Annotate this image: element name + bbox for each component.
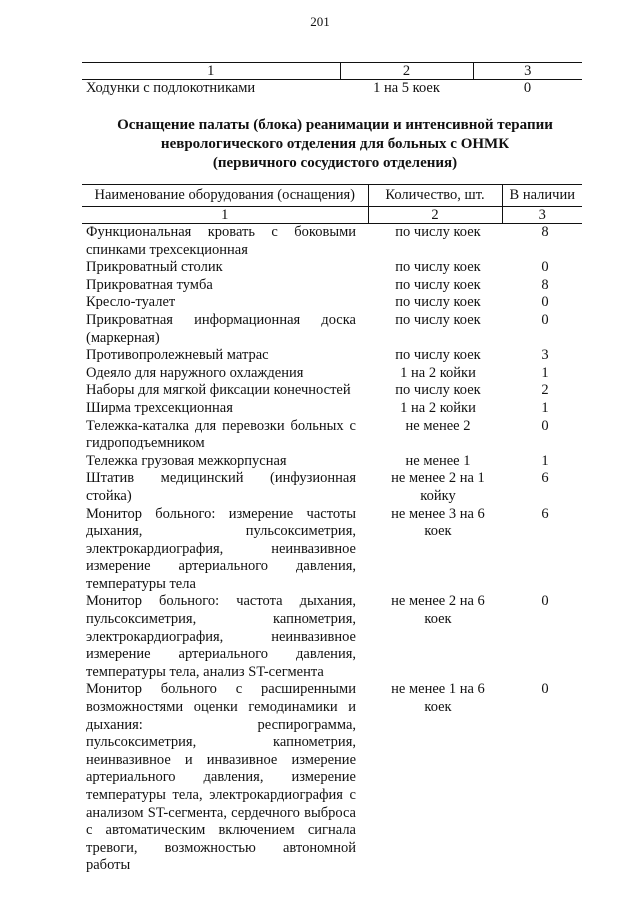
equipment-name: Прикроватная информационная доска (маркерная)	[86, 311, 356, 346]
header-equipment-name: Наименование оборудования (оснащения)	[82, 185, 368, 207]
equipment-quantity: не менее 2 на 6 коек	[391, 593, 485, 628]
equipment-available: 3	[541, 347, 549, 364]
equipment-name: Прикроватная тумба	[86, 276, 213, 293]
equipment-table	[82, 184, 582, 875]
equipment-quantity: по числу коек	[395, 347, 481, 364]
column-number: 1	[82, 63, 340, 80]
equipment-quantity: не менее 2 на 1 койку	[391, 470, 485, 504]
equipment-name: Функциональная кровать с боковыми спинками трехсекционная	[86, 224, 356, 258]
equipment-quantity: по числу коек	[395, 259, 481, 276]
table-row	[82, 681, 582, 875]
equipment-name: Монитор больного: частота дыхания, пульсоксиметрия, капнометрия, электрокардиография, неинвазивное измерение артериального давления, температуры тела, анализ ST-сегмента	[86, 593, 356, 680]
header-available: В наличии	[502, 185, 582, 207]
equipment-name: Одеяло для наружного охлаждения	[86, 364, 304, 381]
equipment-name: Монитор больного: измерение частоты дыхания, пульсоксиметрия, электрокардиография, неинвазивное измерение артериального давления, температуры тела	[86, 505, 356, 592]
equipment-quantity: не менее 1 на 6 коек	[391, 681, 485, 716]
equipment-available: 1	[541, 364, 549, 381]
equipment-available: 2	[541, 382, 549, 399]
table-row	[82, 506, 582, 594]
equipment-available: 1	[541, 399, 549, 416]
table-row	[82, 259, 582, 277]
equipment-quantity: по числу коек	[395, 382, 481, 399]
table-header-row	[82, 185, 582, 207]
section-title	[110, 116, 560, 173]
equipment-name: Ходунки с подлокотниками	[86, 80, 256, 96]
equipment-name: Ширма трехсекционная	[86, 399, 233, 416]
equipment-name: Штатив медицинский (инфузионная стойка)	[86, 470, 356, 504]
column-number: 2	[368, 207, 502, 224]
table-row	[82, 453, 582, 471]
column-number: 1	[82, 207, 368, 224]
equipment-name: Монитор больного с расширенными возможностями оценки гемодинамики и дыхания: респирограмма, пульсоксиметрия, капнометрия, неинвазивное и инвазивное измерение артериального давления, измерение температуры тела, электрокардиография с анализом ST-сегмента, сердечного выброса с автоматическим включением сигнала тревоги, возможностью автономной работы	[86, 681, 356, 874]
header-quantity: Количество, шт.	[368, 185, 502, 207]
table-row	[82, 365, 582, 383]
section-title-line: неврологического отделения для больных с ОНМК	[160, 136, 510, 152]
table-row	[82, 382, 582, 400]
equipment-quantity: не менее 2	[405, 417, 471, 434]
table-row	[82, 224, 582, 260]
equipment-quantity: по числу коек	[395, 224, 481, 240]
table-row	[82, 418, 582, 453]
equipment-quantity: по числу коек	[395, 311, 481, 328]
column-number: 2	[340, 63, 473, 80]
equipment-quantity: 1 на 2 койки	[400, 364, 476, 381]
equipment-available: 0	[541, 681, 549, 698]
equipment-name: Противопролежневый матрас	[86, 347, 269, 364]
table-row	[82, 593, 582, 681]
equipment-available: 0	[523, 80, 532, 96]
equipment-available: 0	[541, 417, 549, 434]
table-row	[82, 312, 582, 347]
equipment-available: 8	[541, 224, 549, 240]
equipment-quantity: по числу коек	[395, 294, 481, 311]
section-title-line: (первичного сосудистого отделения)	[212, 155, 458, 171]
equipment-quantity: 1 на 2 койки	[400, 399, 476, 416]
continued-table	[82, 62, 582, 96]
equipment-quantity: не менее 3 на 6 коек	[391, 505, 485, 540]
column-number: 3	[502, 207, 582, 224]
column-number: 3	[473, 63, 582, 80]
equipment-quantity: по числу коек	[395, 276, 481, 293]
table-row	[82, 400, 582, 418]
equipment-available: 6	[541, 505, 549, 522]
table-row	[82, 470, 582, 505]
equipment-quantity: не менее 1	[405, 452, 471, 469]
equipment-available: 0	[541, 294, 549, 311]
table-row	[82, 80, 582, 97]
page-number: 201	[310, 14, 330, 29]
equipment-available: 0	[541, 593, 549, 610]
table-body	[82, 224, 582, 875]
equipment-available: 0	[541, 311, 549, 328]
column-number-row	[82, 63, 582, 80]
equipment-available: 6	[541, 470, 549, 487]
equipment-available: 8	[541, 276, 549, 293]
column-number-row	[82, 207, 582, 224]
table-row	[82, 277, 582, 295]
equipment-name: Тележка-каталка для перевозки больных с гидроподъемником	[86, 417, 356, 452]
table-row	[82, 347, 582, 365]
equipment-quantity: 1 на 5 коек	[373, 80, 440, 96]
table-row	[82, 294, 582, 312]
equipment-name: Тележка грузовая межкорпусная	[86, 452, 287, 469]
equipment-available: 1	[541, 452, 549, 469]
equipment-available: 0	[541, 259, 549, 276]
equipment-name: Прикроватный столик	[86, 259, 223, 276]
equipment-name: Кресло-туалет	[86, 294, 176, 311]
section-title-line: Оснащение палаты (блока) реанимации и интенсивной терапии	[117, 117, 553, 133]
equipment-name: Наборы для мягкой фиксации конечностей	[86, 382, 351, 399]
